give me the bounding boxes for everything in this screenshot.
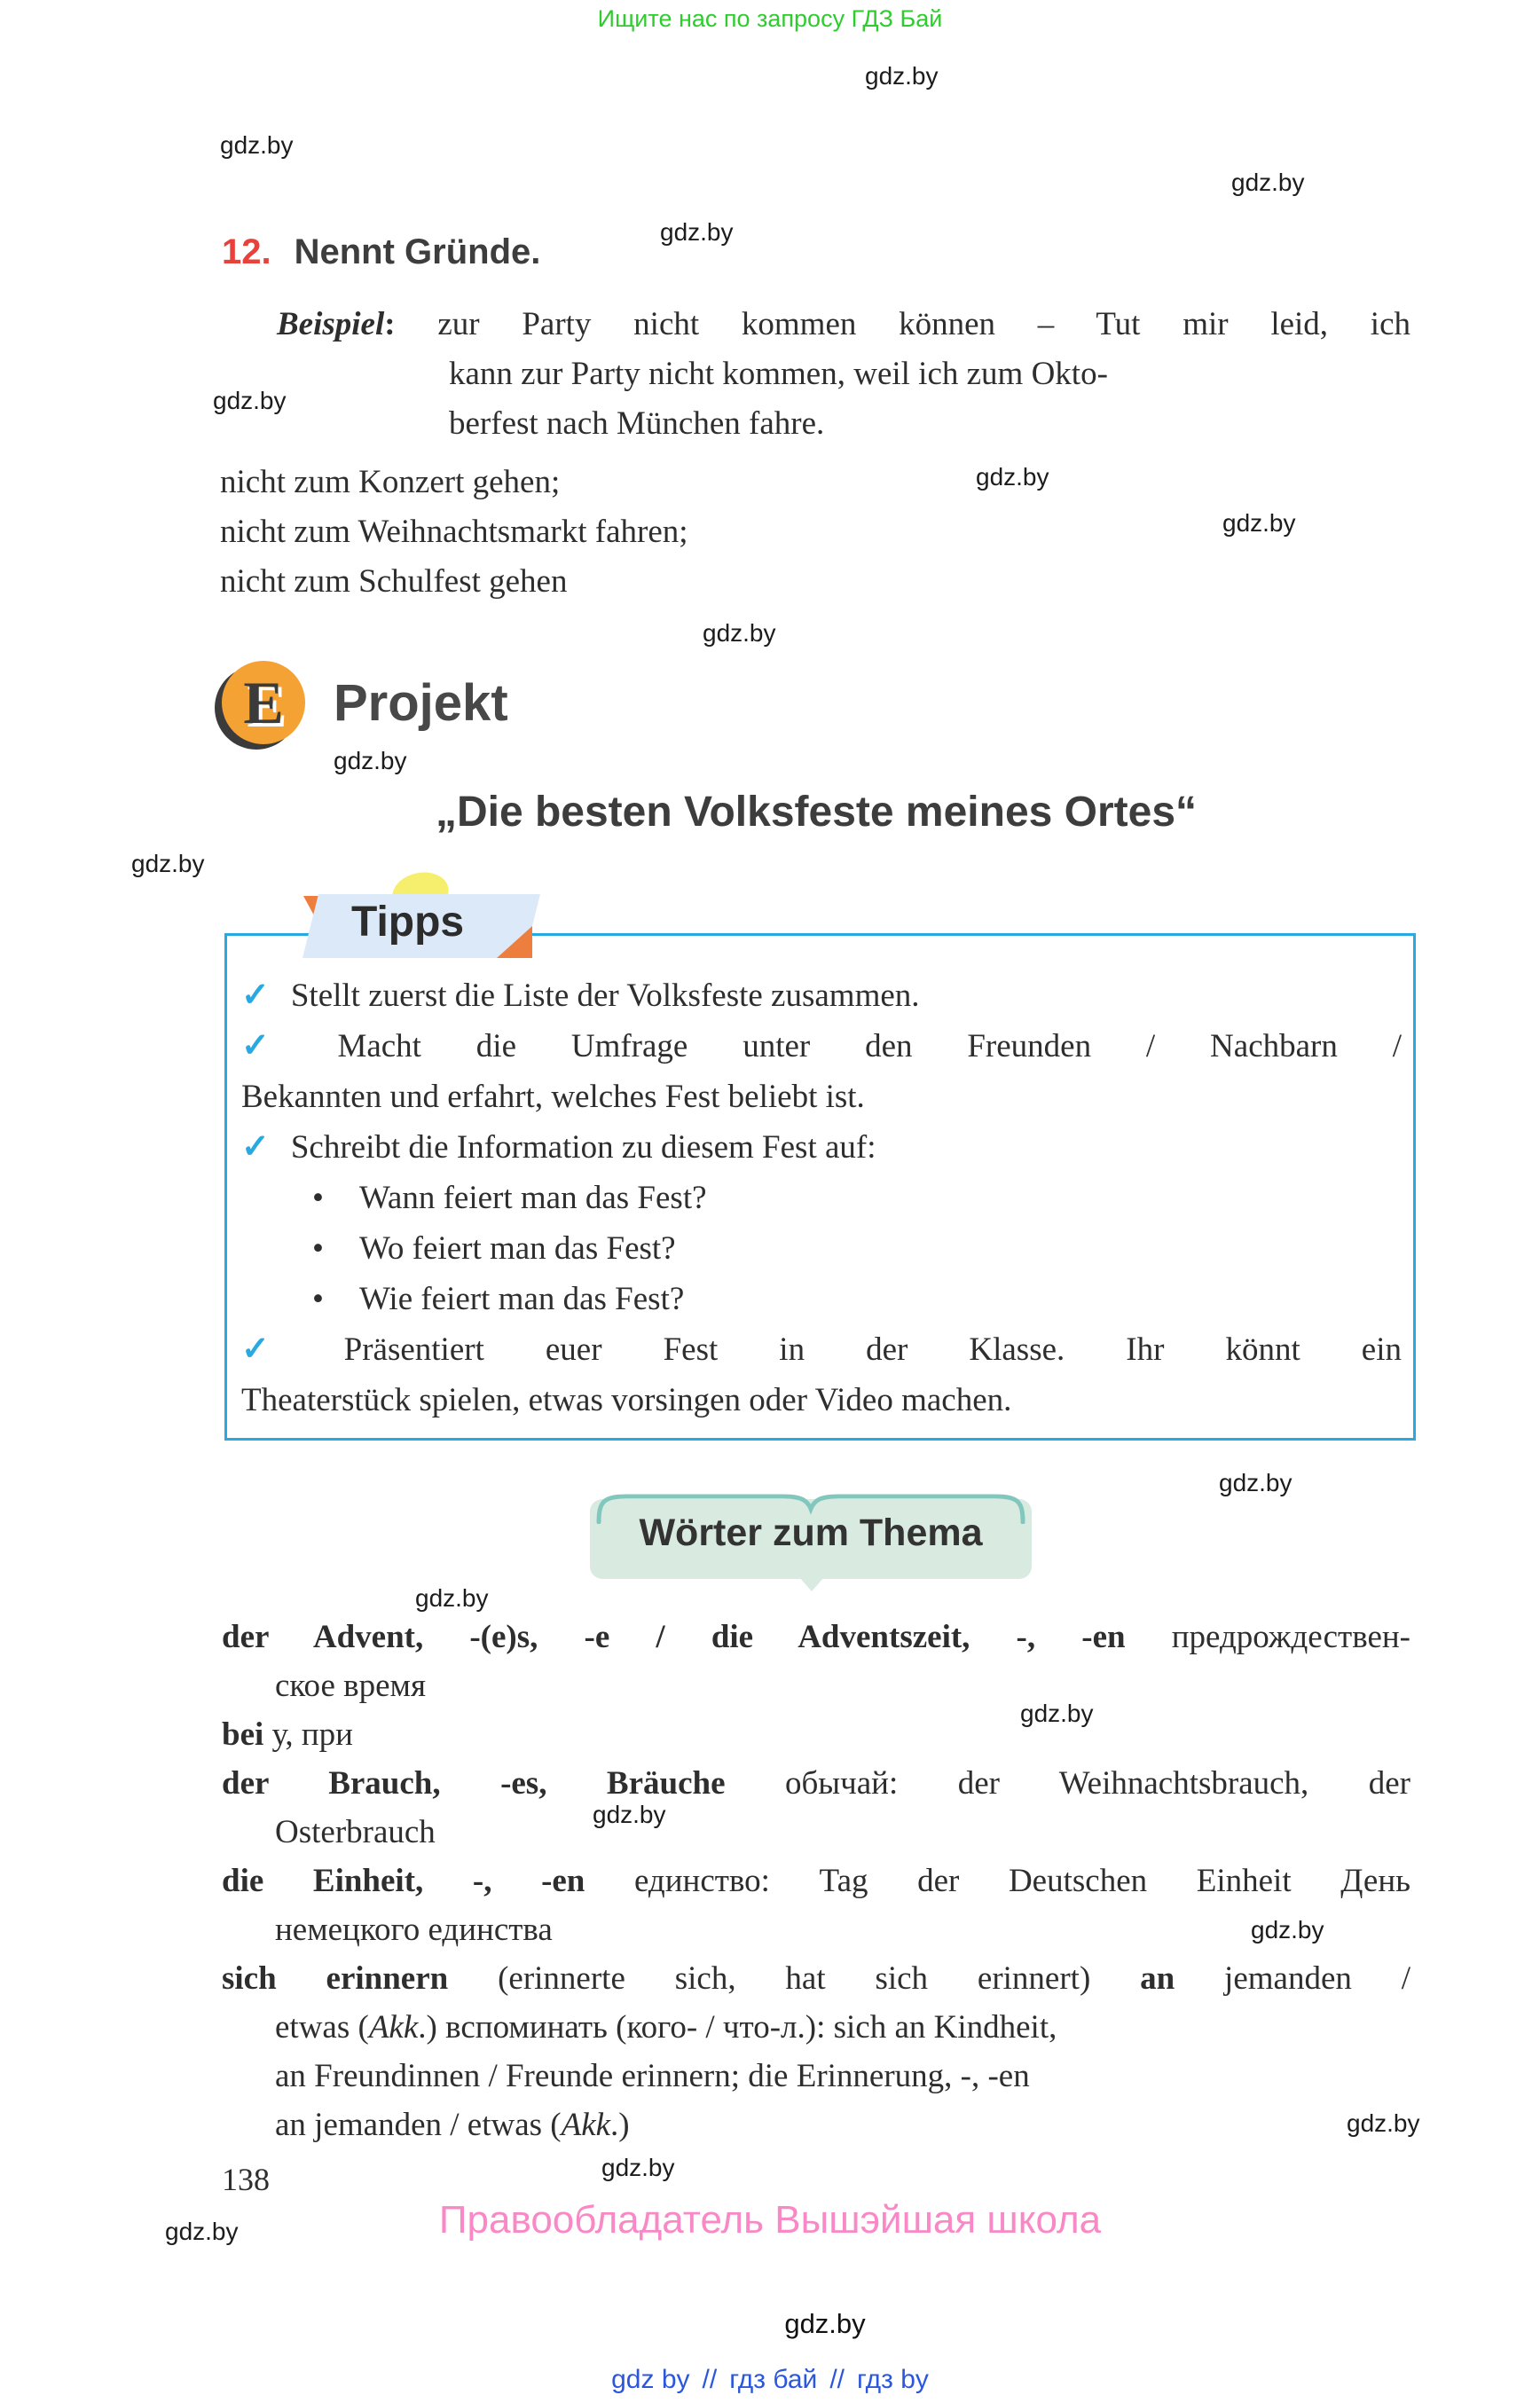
vocab-line: bei у, при bbox=[222, 1716, 353, 1753]
watermark: gdz.by bbox=[593, 1801, 666, 1828]
vocab-list bbox=[222, 1613, 1410, 2149]
page-number: 138 bbox=[222, 2162, 270, 2197]
tip-text: Theaterstück spielen, etwas vorsingen oder Video machen. bbox=[241, 1382, 1012, 1418]
watermark: gdz.by bbox=[165, 2218, 239, 2245]
task-title: Nennt Gründe. bbox=[294, 232, 541, 271]
watermark: gdz.by bbox=[213, 387, 287, 414]
vocab-line: an jemanden / etwas (Akk.) bbox=[275, 2107, 630, 2143]
footer-links bbox=[0, 2365, 1540, 2395]
orange-triangle-icon bbox=[497, 926, 532, 958]
link-separator: // bbox=[702, 2365, 718, 2394]
watermark: gdz.by bbox=[131, 850, 205, 877]
tip-text: Wie feiert man das Fest? bbox=[358, 1281, 685, 1317]
checkmark-icon: ✓ bbox=[241, 1128, 270, 1166]
example-line: berfest nach München fahre. bbox=[449, 405, 825, 442]
example-paragraph bbox=[277, 300, 1410, 449]
watermark: gdz.by bbox=[220, 131, 294, 159]
tips-content bbox=[241, 970, 1402, 1425]
tip-text: Macht die Umfrage unter den Freunden / Nachbarn / bbox=[337, 1028, 1402, 1064]
vocab-line: немецкого единства bbox=[275, 1912, 553, 1948]
checkmark-icon: ✓ bbox=[241, 1331, 323, 1368]
footer-link[interactable]: gdz by bbox=[611, 2365, 690, 2394]
list-item: nicht zum Schulfest gehen bbox=[220, 563, 568, 600]
example-line: Beispiel: zur Party nicht kommen können – Tut mir leid, ich bbox=[277, 306, 1410, 342]
vocab-line: der Brauch, -es, Bräuche обычай: der Weihnachtsbrauch, der bbox=[222, 1765, 1410, 1802]
tip-text: Stellt zuerst die Liste der Volksfeste zusammen. bbox=[290, 978, 920, 1014]
tip-text: Präsentiert euer Fest in der Klasse. Ihr könnt ein bbox=[343, 1331, 1402, 1368]
copyright-line: Правообладатель Вышэйшая школа bbox=[438, 2198, 1102, 2242]
vocab-header-tail bbox=[799, 1577, 824, 1591]
watermark: gdz.by bbox=[334, 747, 407, 774]
promo-banner: Ищите нас по запросу ГДЗ Бай bbox=[597, 5, 943, 32]
link-separator: // bbox=[829, 2365, 845, 2394]
tip-line bbox=[241, 1072, 1402, 1122]
checkmark-icon: ✓ bbox=[241, 977, 270, 1014]
watermark: gdz.by bbox=[660, 218, 734, 246]
footer-link[interactable]: гдз by bbox=[857, 2365, 929, 2394]
tip-question bbox=[241, 1274, 1402, 1324]
watermark: gdz.by bbox=[415, 1584, 489, 1612]
list-item: nicht zum Konzert gehen; bbox=[220, 464, 561, 500]
watermark: gdz.by bbox=[1347, 2109, 1420, 2137]
watermark: gdz.by bbox=[1222, 509, 1296, 537]
bullet-icon: • bbox=[312, 1180, 324, 1216]
project-heading: Projekt bbox=[334, 673, 508, 732]
tip-line bbox=[241, 1122, 1402, 1173]
example-line: kann zur Party nicht kommen, weil ich zum Okto- bbox=[449, 356, 1108, 392]
bullet-icon: • bbox=[312, 1230, 324, 1267]
bullet-icon: • bbox=[312, 1281, 324, 1317]
reasons-list bbox=[220, 458, 688, 607]
tips-label bbox=[302, 871, 550, 978]
tip-line bbox=[241, 1324, 1402, 1375]
checkmark-icon: ✓ bbox=[241, 1027, 317, 1064]
task-heading bbox=[222, 232, 540, 272]
watermark: gdz.by bbox=[976, 463, 1049, 491]
vocab-line: etwas (Akk.) вспоминать (кого- / что-л.): sich an Kindheit, bbox=[275, 2009, 1057, 2046]
list-item: nicht zum Weihnachtsmarkt fahren; bbox=[220, 514, 688, 550]
task-number: 12. bbox=[222, 232, 271, 271]
tips-label-text: Tipps bbox=[351, 899, 465, 946]
tip-text: Wann feiert man das Fest? bbox=[358, 1180, 707, 1216]
watermark: gdz.by bbox=[1251, 1916, 1324, 1944]
vocab-header bbox=[590, 1478, 1033, 1586]
tip-question bbox=[241, 1173, 1402, 1223]
watermark: gdz.by bbox=[1219, 1469, 1292, 1496]
watermark: gdz.by bbox=[1020, 1700, 1094, 1727]
watermark: gdz.by bbox=[703, 619, 776, 647]
tip-question bbox=[241, 1223, 1402, 1274]
watermark: gdz.by bbox=[1231, 169, 1305, 196]
vocab-heading: Wörter zum Thema bbox=[639, 1512, 983, 1554]
project-header bbox=[222, 658, 508, 747]
project-e-badge-icon: E bbox=[222, 661, 305, 744]
vocab-line: Osterbrauch bbox=[275, 1814, 436, 1850]
tip-text: Wo feiert man das Fest? bbox=[358, 1230, 676, 1267]
project-title: „Die besten Volksfeste meines Ortes“ bbox=[435, 789, 1198, 836]
footer-link[interactable]: гдз бай bbox=[729, 2365, 818, 2394]
tip-line bbox=[241, 970, 1402, 1021]
tip-text: Bekannten und erfahrt, welches Fest beliebt ist. bbox=[241, 1079, 865, 1115]
vocab-line: die Einheit, -, -en единство: Tag der Deutschen Einheit День bbox=[222, 1863, 1410, 1899]
tip-line bbox=[241, 1021, 1402, 1072]
watermark: gdz.by bbox=[601, 2154, 675, 2181]
vocab-line: der Advent, -(e)s, -e / die Adventszeit, -, -en предрождествен- bbox=[222, 1619, 1410, 1655]
tip-line bbox=[241, 1375, 1402, 1425]
tip-text: Schreibt die Information zu diesem Fest auf: bbox=[290, 1129, 876, 1166]
vocab-line: ское время bbox=[275, 1668, 426, 1704]
footer-watermark: gdz.by bbox=[784, 2308, 866, 2339]
watermark: gdz.by bbox=[865, 62, 939, 90]
vocab-line: an Freundinnen / Freunde erinnern; die Erinnerung, -, -en bbox=[275, 2058, 1030, 2094]
vocab-line: sich erinnern (erinnerte sich, hat sich erinnert) an jemanden / bbox=[222, 1960, 1410, 1997]
